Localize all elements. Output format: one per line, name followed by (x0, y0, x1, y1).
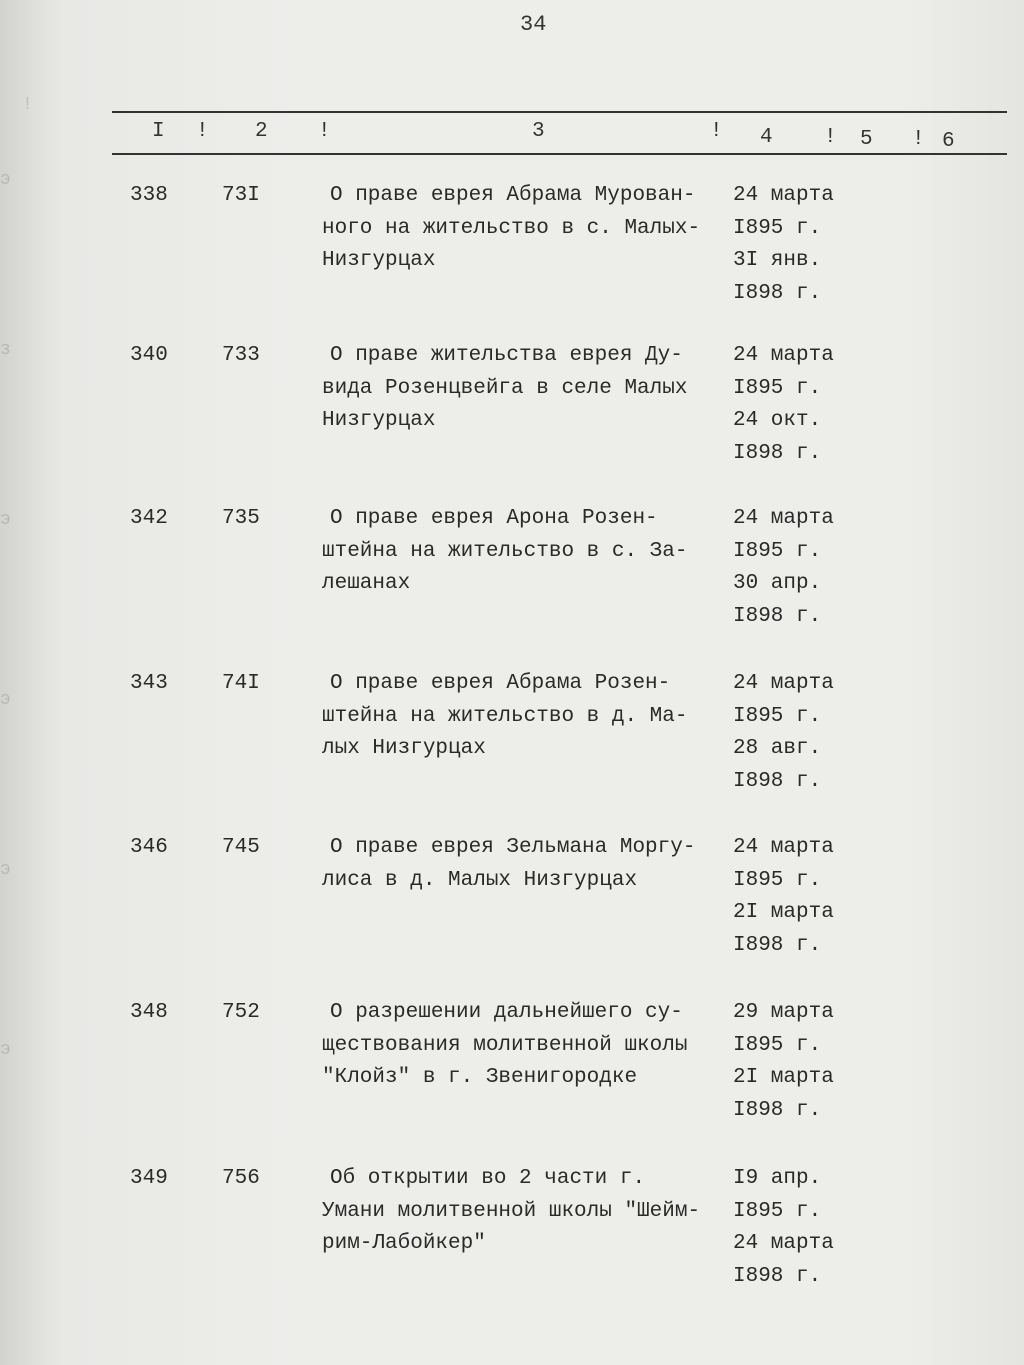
table-row (0, 668, 1024, 828)
entry-number: 348 (130, 1001, 168, 1024)
date-line: I895 г. (733, 704, 822, 728)
file-number: 73I (222, 184, 260, 207)
entry-number: 349 (130, 1167, 168, 1190)
title-line: О праве еврея Абрама Розен- (330, 672, 671, 695)
entry-title (322, 503, 727, 601)
title-line: лых Низгурцах (322, 737, 486, 760)
entry-title (322, 668, 727, 766)
margin-mark: э (0, 860, 11, 880)
date-line: 2I марта (733, 901, 834, 924)
title-line: лешанах (322, 572, 411, 595)
header-separator: ! (318, 120, 331, 143)
entry-dates (733, 1163, 863, 1293)
title-line: Об открытии во 2 части г. (330, 1167, 646, 1190)
table-row (0, 832, 1024, 992)
margin-mark: э (0, 510, 11, 530)
date-line: I898 г. (733, 281, 822, 305)
page-number: 34 (520, 12, 547, 37)
entry-dates (733, 668, 863, 798)
table-row (0, 1163, 1024, 1323)
title-line: штейна на жительство в с. За- (322, 539, 688, 563)
margin-mark: ! (22, 95, 33, 115)
margin-mark: з (0, 340, 11, 360)
title-line: О праве жительства еврея Ду- (330, 344, 683, 367)
title-line: ществования молитвенной школы (322, 1033, 688, 1057)
entry-number: 346 (130, 836, 168, 859)
entry-dates (733, 503, 863, 633)
header-col-1: I (152, 120, 165, 143)
table-row (0, 340, 1024, 500)
entry-title (322, 180, 727, 278)
table-row (0, 503, 1024, 663)
entry-title (322, 997, 727, 1095)
entry-number: 340 (130, 344, 168, 367)
entry-dates (733, 832, 863, 962)
date-line: I898 г. (733, 604, 822, 628)
date-line: I895 г. (733, 539, 822, 563)
entry-title (322, 832, 727, 897)
title-line: Умани молитвенной школы "Шейм- (322, 1199, 701, 1223)
header-rule-top (112, 111, 1007, 113)
header-separator: ! (912, 128, 925, 151)
date-line: I898 г. (733, 1098, 822, 1122)
title-line: Низгурцах (322, 409, 436, 432)
entry-number: 343 (130, 672, 168, 695)
header-separator: ! (196, 120, 209, 143)
margin-mark: э (0, 690, 11, 710)
date-line: 30 апр. (733, 572, 822, 595)
date-line: 3I янв. (733, 249, 822, 272)
header-col-4: 4 (760, 126, 773, 149)
date-line: I898 г. (733, 933, 822, 957)
title-line: рим-Лабойкер" (322, 1232, 486, 1255)
entry-title (322, 1163, 727, 1261)
date-line: 24 марта (733, 1232, 834, 1255)
entry-dates (733, 997, 863, 1127)
date-line: I898 г. (733, 441, 822, 465)
title-line: Низгурцах (322, 249, 436, 272)
margin-mark: э (0, 170, 11, 190)
date-line: 24 марта (733, 672, 834, 695)
header-col-6: 6 (942, 130, 955, 153)
table-row (0, 180, 1024, 340)
date-line: I898 г. (733, 769, 822, 793)
entry-number: 342 (130, 507, 168, 530)
file-number: 745 (222, 836, 260, 859)
title-line: О праве еврея Абрама Мурован- (330, 184, 696, 207)
title-line: О праве еврея Арона Розен- (330, 507, 658, 530)
file-number: 733 (222, 344, 260, 367)
file-number: 74I (222, 672, 260, 695)
date-line: 29 марта (733, 1001, 834, 1024)
file-number: 752 (222, 1001, 260, 1024)
margin-mark: э (0, 1040, 11, 1060)
date-line: 24 марта (733, 344, 834, 367)
file-number: 756 (222, 1167, 260, 1190)
date-line: I898 г. (733, 1264, 822, 1288)
date-line: 24 марта (733, 836, 834, 859)
title-line: О разрешении дальнейшего су- (330, 1001, 683, 1024)
date-line: I895 г. (733, 216, 822, 240)
header-separator: ! (710, 120, 723, 143)
entry-dates (733, 180, 863, 310)
date-line: 24 марта (733, 507, 834, 530)
date-line: I9 апр. (733, 1167, 822, 1190)
title-line: О праве еврея Зельмана Моргу- (330, 836, 696, 859)
date-line: 24 окт. (733, 409, 822, 432)
header-separator: ! (824, 126, 837, 149)
date-line: I895 г. (733, 1033, 822, 1057)
date-line: 24 марта (733, 184, 834, 207)
entry-number: 338 (130, 184, 168, 207)
file-number: 735 (222, 507, 260, 530)
header-col-5: 5 (860, 128, 873, 151)
title-line: ного на жительство в с. Малых- (322, 216, 701, 240)
entry-title (322, 340, 727, 438)
date-line: I895 г. (733, 1199, 822, 1223)
header-col-3: 3 (532, 120, 545, 143)
date-line: I895 г. (733, 868, 822, 892)
header-rule-bottom (112, 153, 1007, 155)
date-line: 2I марта (733, 1066, 834, 1089)
title-line: лиса в д. Малых Низгурцах (322, 868, 638, 892)
date-line: 28 авг. (733, 737, 822, 760)
date-line: I895 г. (733, 376, 822, 400)
title-line: "Клойз" в г. Звенигородке (322, 1066, 638, 1089)
entry-dates (733, 340, 863, 470)
table-row (0, 997, 1024, 1157)
title-line: вида Розенцвейга в селе Малых (322, 376, 688, 400)
header-col-2: 2 (255, 120, 268, 143)
title-line: штейна на жительство в д. Ма- (322, 704, 688, 728)
